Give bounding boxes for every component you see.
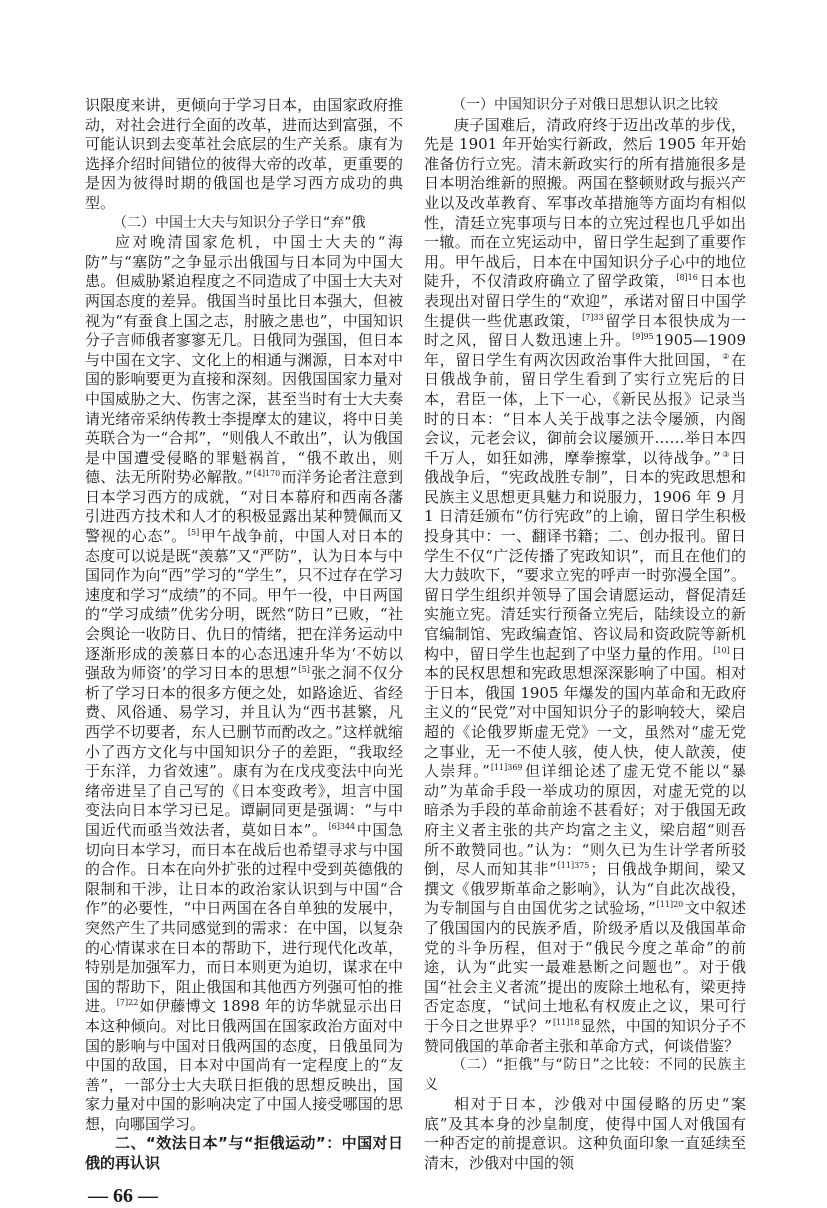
text-run: 在日俄战争前，留日学生看到了实行立宪后的日本，君臣一体，上下一心，《新民丛报》记录当时的日本：“日本人关于战事之法令屡颁，内阁会议，元老会议，御前会议屡颁开……举日本四千万人，如狂如沸，摩拳擦掌，以待战争。”: [424, 350, 746, 467]
paragraph: [424, 1095, 746, 1173]
text-run: 日本的民权思想和宪政思想深深影响了中国。相对于日本，俄国 1905 年爆发的国内革命和无政府主义的“民党”对中国知识分子的影响较大，梁启超的《论俄罗斯虚无党》一文，虽然对“虚无党之事业，无一不使人骇，使人快，使人歆羡，使人崇拜。”: [424, 644, 746, 781]
citation-ref: [6]344: [328, 821, 356, 831]
text-run: 甲午战争前，中国人对日本的态度可以说是既“羡慕”又“严防”，认为日本与中国同作为向“西”学习的“学生”，只不过存在学习速度和学习“成绩”的不同。甲午一役，中日两国的“学习成绩”优劣分明，既然“防日”已败，“社会舆论一收防日、仇日的情绪，把在洋务运动中逐渐形成的羡慕日本的心态迅速升华为‘不妨以强敌为师资’的学习日本的思想”: [85, 527, 403, 683]
text-run: 而洋务论者注意到日本学习西方的成就，“对日本幕府和西南各藩引进西方技术和人才的积极显露出某种赞佩而又警视的心态”。: [85, 468, 403, 546]
citation-ref: [5]: [187, 528, 200, 538]
citation-ref: [11]375: [557, 861, 590, 871]
citation-ref: [11]20: [656, 900, 684, 910]
text-run: 相对于日本，沙俄对中国侵略的历史“案底”及其本身的沙皇制度，使得中国人对俄国有一种否定的前提意识。这种负面印象一直延续至清末，沙俄对中国的领: [424, 1095, 746, 1173]
citation-ref: [8]16: [676, 273, 698, 283]
section-subheading: [85, 214, 403, 234]
text-run: 文中叙述了俄国国内的民族矛盾，阶级矛盾以及俄国革命党的斗争历程，但对于“俄民今度之革命”的前途，认为“此实一最难悬断之问题也”。对于俄国“社会主义者流”提出的废除土地私有，梁更持否定态度，“试问土地私有权废止之议，果可行于今日之世界乎？”: [424, 899, 746, 1035]
text-run: （一）中国知识分子对俄日思想认识之比较: [452, 97, 718, 113]
citation-ref: [11]369: [490, 763, 523, 773]
text-run: 留学日本很快成为一时之风，留日人数迅速上升。: [424, 311, 746, 350]
citation-ref: [4]170: [253, 469, 281, 479]
citation-ref: [10]: [713, 645, 730, 655]
text-run: ；日俄战争期间，梁又撰文《俄罗斯革命之影响》，认为“自此次战役，为专制国与自由国优劣之试验场，”: [424, 860, 746, 918]
section-heading: [85, 1134, 403, 1173]
text-run: 如伊藤博文 1898 年的访华就显示出日本这种倾向。对比日俄两国在国家政治方面对中国的影响与中国对日俄两国的态度，日俄虽同为中国的敌国，日本对中国尚有一定程度上的“友善”，一部分士大夫联日拒俄的思想反映出，国家力量对中国的影响决定了中国人接受哪国的思想，向哪国学习。: [85, 997, 403, 1133]
citation-ref: [7]22: [116, 998, 139, 1008]
citation-ref: ②: [722, 351, 730, 361]
paragraph: [424, 116, 746, 1057]
citation-ref: [7]33: [582, 312, 604, 322]
text-run: 张之洞不仅分析了学习日本的很多方便之处，如路途近、省经费、风俗通、易学习，并且认为“西书甚繁，凡西学不切要者，东人已删节而酌改之。”这样就缩小了西方文化与中国知识分子的差距，“我取经于东洋，力省效速”。康有为在戊戌变法中向光绪帝进呈了自己写的《日本变政考》，坦言中国变法向日本学习已足。谭嗣同更是强调：“与中国近代而亟当效法者，莫如日本”。: [85, 664, 403, 839]
text-run: 庚子国难后，清政府终于迈出改革的步伐，先是 1901 年开始实行新政，然后 1905 年开始准备仿行立宪。清末新政实行的所有措施很多是日本明治维新的照搬。两国在整顿财政与振兴产业以及改革教育、军事改革措施等方面均有相似性，清廷立宪事项与日本的立宪过程也几乎如出一辙。而在立宪运动中，留日学生起到了重要作用。甲午战后，日本在中国知识分子心中的地位陡升，不仅清政府确立了留学政策，: [424, 115, 746, 291]
text-run: 二、“效法日本”与“拒俄运动”：中国对日俄的再认识: [85, 1134, 403, 1173]
text-run: 中国急切向日本学习，而日本在战后也希望寻求与中国的合作。日本在向外扩张的过程中受到英德俄的限制和干涉，让日本的政治家认识到与中国“合作”的必要性，“中日两国在各自单独的发展中，突然产生了共同感觉到的需求：在中国，以复杂的心情谋求在日本的帮助下，进行现代化改革，特别是加强军力，而日本则更为迫切，谋求在中国的帮助下，阻止俄国和其他西方列强可怕的推进。: [85, 820, 403, 1016]
citation-ref: [9]95: [632, 332, 654, 342]
paragraph: [85, 233, 403, 1134]
text-run: 日本也表现出对留日学生的“欢迎”，承诺对留日中国学生提供一些优惠政策，: [424, 272, 746, 330]
citation-ref: [5]: [298, 665, 310, 675]
page-number: — 66 —: [88, 1184, 158, 1207]
left-column: [85, 96, 403, 1208]
citation-ref: ③: [721, 449, 730, 459]
text-run: （二）中国士大夫与知识分子学日“弃”俄: [113, 214, 366, 231]
text-run: 1905—1909 年，留日学生有两次因政治事件大批回国，: [424, 331, 746, 369]
text-run: （二）“拒俄”与“防日”之比较：不同的民族主义: [424, 1057, 746, 1093]
text-run: 识限度来讲，更倾向于学习日本，由国家政府推动，对社会进行全面的改革，进而达到富强，不可能认识到去变革社会底层的生产关系。康有为选择介绍时间错位的彼得大帝的改革，更重要的是因为彼得时期的俄国也是学习西方成功的典型。: [85, 96, 403, 212]
citation-ref: [11]18: [552, 1017, 580, 1027]
section-subheading: [424, 96, 746, 116]
paragraph-continued: [85, 96, 403, 214]
section-subheading: [424, 1056, 746, 1095]
text-run: 日俄战争后，“宪政战胜专制”，日本的宪政思想和民族主义思想更具魅力和说服力，1906 年 9 月 1 日清廷颁布“仿行宪政”的上谕，留日学生积极投身其中：一、翻译书籍；二、创办报刊。留日学生不仅“广泛传播了宪政知识”，而且在他们的大力鼓吹下，“要求立宪的呼声一时弥漫全国”。留日学生组织并领导了国会请愿运动，督促清廷实施立宪。清廷实行预备立宪后，陆续设立的新官编制馆、宪政编查馆、咨议局和资政院等新机构中，留日学生也起到了中坚力量的作用。: [424, 448, 747, 663]
right-column: [424, 96, 746, 1174]
text-run: 显然，中国的知识分子不赞同俄国的革命者主张和革命方式，何谈借鉴？: [424, 1016, 746, 1055]
text-run: 但详细论述了虚无党不能以“暴动”为革命手段一举成功的原因，对虚无党的以暗杀为手段的革命前途不甚看好；对于俄国无政府主义者主张的共产均富之主义，梁启超“则吾所不敢赞同也。”认为：“则久已为生计学者所驳倒，尽人而知其非”: [424, 762, 746, 879]
text-run: 应对晚清国家危机，中国士大夫的“海防”与“塞防”之争显示出俄国与日本同为中国大患。但威胁紧迫程度之不同造成了中国士大夫对两国态度的差异。俄国当时虽比日本强大，但被视为“有蚕食上国之志，肘腋之患也”，中国知识分子言师俄者寥寥无几。日俄同为强国，但日本与中国在文字、文化上的相通与渊源，日本对中国的影响要更为直接和深刻。因俄国国家力量对中国威胁之大、伤害之深，甚至当时有士大夫奏请光绪帝采纳传教士李提摩太的建议，将中日美英联合为一“合邦”，“则俄人不敢出”，认为俄国是中国遭受侵略的罪魁祸首，“俄不敢出，则德、法无所附势必解散。”: [85, 233, 403, 487]
